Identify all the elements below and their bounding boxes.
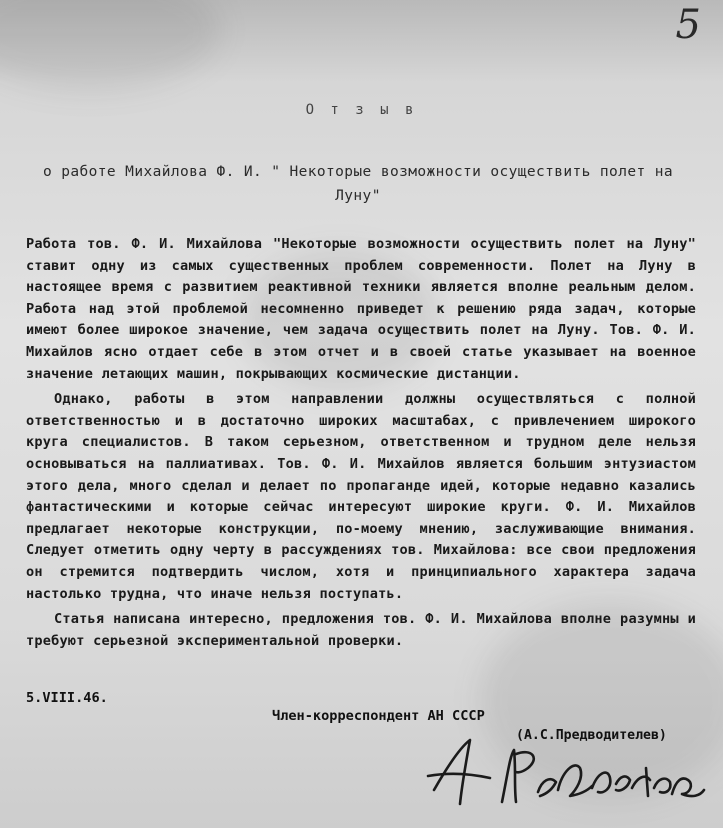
handwritten-signature [420,732,710,822]
signatory-position: Член-корреспондент АН СССР [272,708,485,724]
paragraph: Однако, работы в этом направлении должны осуществляться с полной ответственностью и в достаточно широких масштабах, с привлечением широкого круга специалистов. В таком серьезном, ответственном и трудном деле нельзя основываться на паллиативах. Тов. Ф. И. Михайлов является большим энтузиастом этого дела, много сделал и делает по пропаганде идей, которые недавно казались фантастическими и которые сейчас интересуют широкие круги. Ф. И. Михайлов предлагает некоторые конструкции, по-моему мнению, заслуживающие внимания. Следует отметить одну черту в рассуждениях тов. Михайлова: все свои предложения он стремится подтвердить числом, хотя и принципиального характера задача настолько трудна, что иначе нельзя поступать. [26,391,696,602]
paragraph: Работа тов. Ф. И. Михайлова "Некоторые возможности осуществить полет на Луну" ставит одну из самых существенных проблем современности. Полет на Луну в настоящее время с развитием реактивной техники является вполне реальным делом. Работа над этой проблемой несомненно приведет к решению ряда задач, которые имеют более широкое значение, чем задача осуществить полет на Луну. Тов. Ф. И. Михайлов ясно отдает себе в этом отчет и в своей статье указывает на военное значение летающих машин, покрывающих космические дистанции. [26,236,696,382]
signatory-name: (А.С.Предводителев) [516,728,667,743]
document-date: 5.VIII.46. [26,690,108,706]
document-title: О т з ы в [305,102,418,118]
document-subject: о работе Михайлова Ф. И. " Некоторые возможности осуществить полет на Луну" [43,164,673,204]
document-body [26,234,696,652]
paragraph: Статья написана интересно, предложения тов. Ф. И. Михайлова вполне разумны и требуют серьезной экспериментальной проверки. [26,611,696,649]
page-number: 5 [675,2,701,48]
